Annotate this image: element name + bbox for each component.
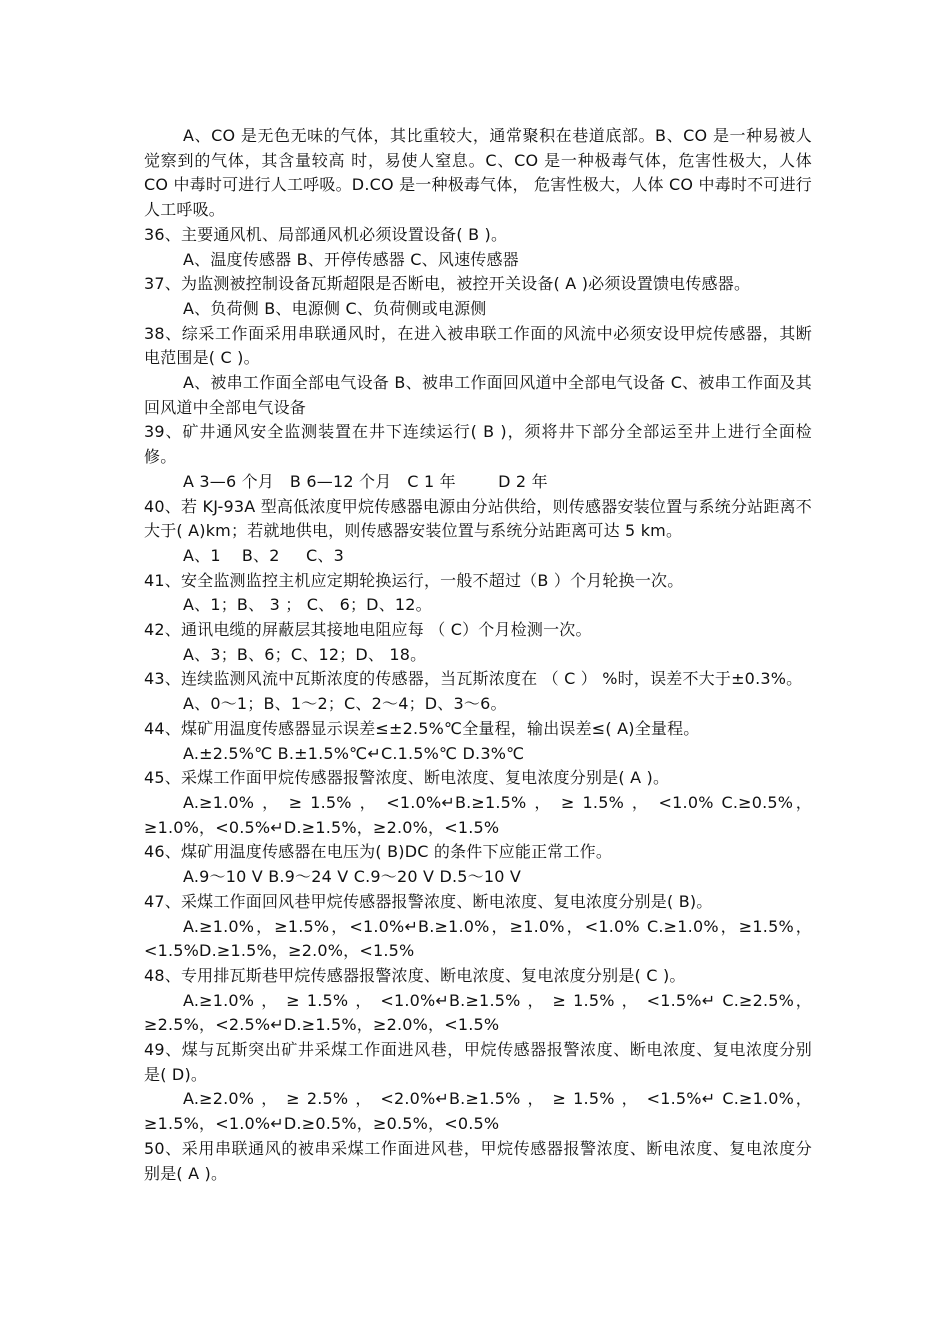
options-36: A、温度传感器 B、开停传感器 C、风速传感器 (183, 249, 519, 269)
options-42: A、3；B、6；C、12；D、 18。 (183, 644, 427, 664)
options-37: A、负荷侧 B、电源侧 C、负荷侧或电源侧 (183, 298, 487, 318)
question-43: 43、连续监测风流中瓦斯浓度的传感器，当瓦斯浓度在 （ C ） %时，误差不大于±0.3%。 (144, 669, 803, 689)
question-41: 41、安全监测监控主机应定期轮换运行，一般不超过（B ）个月轮换一次。 (144, 570, 684, 590)
option-text-35: A、CO 是无色无味的气体，其比重较大，通常聚积在巷道底部。B、CO 是一种易被人觉察到的气体，其含量较高 时，易使人窒息。C、CO 是一种极毒气体，危害性极大，人体 CO 中毒时可进行人工呼吸。D.CO 是一种极毒气体， 危害性极大，人体 CO 中毒时不可进行人工呼吸。 (144, 126, 812, 220)
question-40: 40、若 KJ-93A 型高低浓度甲烷传感器电源由分站供给，则传感器安装位置与系统分站距离不大于( A)km；若就地供电，则传感器安装位置与系统分站距离可达 5 km。 (144, 496, 812, 541)
options-40: A、1 B、2 C、3 (183, 545, 345, 565)
question-38: 38、综采工作面采用串联通风时，在进入被串联工作面的风流中必须安设甲烷传感器，其断电范围是( C )。 (144, 323, 812, 368)
document-body (144, 124, 812, 1186)
question-46: 46、煤矿用温度传感器在电压为( B)DC 的条件下应能正常工作。 (144, 842, 613, 862)
options-41: A、1；B、 3 ； C、 6；D、12。 (183, 595, 432, 615)
options-39: A 3—6 个月 B 6—12 个月 C 1 年 D 2 年 (183, 471, 548, 491)
question-37: 37、为监测被控制设备瓦斯超限是否断电，被控开关设备( A )必须设置馈电传感器。 (144, 274, 751, 294)
options-48: A.≥1.0% ， ≥ 1.5% ， <1.0%↵B.≥1.5% ， ≥ 1.5% ， <1.5%↵ C.≥2.5%，≥2.5%，<2.5%↵D.≥1.5%，≥2.0%，<1.5% (144, 990, 812, 1035)
question-50: 50、采用串联通风的被串采煤工作面进风巷，甲烷传感器报警浓度、断电浓度、复电浓度分别是( A )。 (144, 1138, 812, 1183)
options-47: A.≥1.0%，≥1.5%，<1.0%↵B.≥1.0%，≥1.0%，<1.0% C.≥1.0%，≥1.5%，<1.5%D.≥1.5%，≥2.0%，<1.5% (144, 916, 812, 961)
question-44: 44、煤矿用温度传感器显示误差≤±2.5%℃全量程，输出误差≤( A)全量程。 (144, 718, 700, 738)
question-36: 36、主要通风机、局部通风机必须设置设备( B )。 (144, 224, 508, 244)
question-48: 48、专用排瓦斯巷甲烷传感器报警浓度、断电浓度、复电浓度分别是( C )。 (144, 965, 686, 985)
question-49: 49、煤与瓦斯突出矿井采煤工作面进风巷，甲烷传感器报警浓度、断电浓度、复电浓度分别是( D)。 (144, 1040, 812, 1084)
question-47: 47、采煤工作面回风巷甲烷传感器报警浓度、断电浓度、复电浓度分别是( B)。 (144, 891, 713, 911)
question-39: 39、矿井通风安全监测装置在井下连续运行( B )，须将井下部分全部运至井上进行全面检修。 (144, 422, 812, 467)
options-46: A.9～10 V B.9～24 V C.9～20 V D.5～10 V (183, 867, 522, 887)
question-45: 45、采煤工作面甲烷传感器报警浓度、断电浓度、复电浓度分别是( A )。 (144, 768, 670, 788)
options-38: A、被串工作面全部电气设备 B、被串工作面回风道中全部电气设备 C、被串工作面及其回风道中全部电气设备 (144, 373, 812, 417)
options-44: A.±2.5%℃ B.±1.5%℃↵C.1.5%℃ D.3%℃ (183, 743, 525, 763)
options-45: A.≥1.0% ， ≥ 1.5% ， <1.0%↵B.≥1.5% ， ≥ 1.5% ， <1.0% C.≥0.5%，≥1.0%，<0.5%↵D.≥1.5%，≥2.0%，<1.5% (144, 792, 812, 837)
options-49: A.≥2.0% ， ≥ 2.5% ， <2.0%↵B.≥1.5% ， ≥ 1.5% ， <1.5%↵ C.≥1.0%，≥1.5%，<1.0%↵D.≥0.5%，≥0.5%，<0.5% (144, 1089, 812, 1134)
question-42: 42、通讯电缆的屏蔽层其接地电阻应每 （ C）个月检测一次。 (144, 620, 592, 640)
options-43: A、0～1；B、1～2；C、2～4；D、3～6。 (183, 694, 507, 714)
